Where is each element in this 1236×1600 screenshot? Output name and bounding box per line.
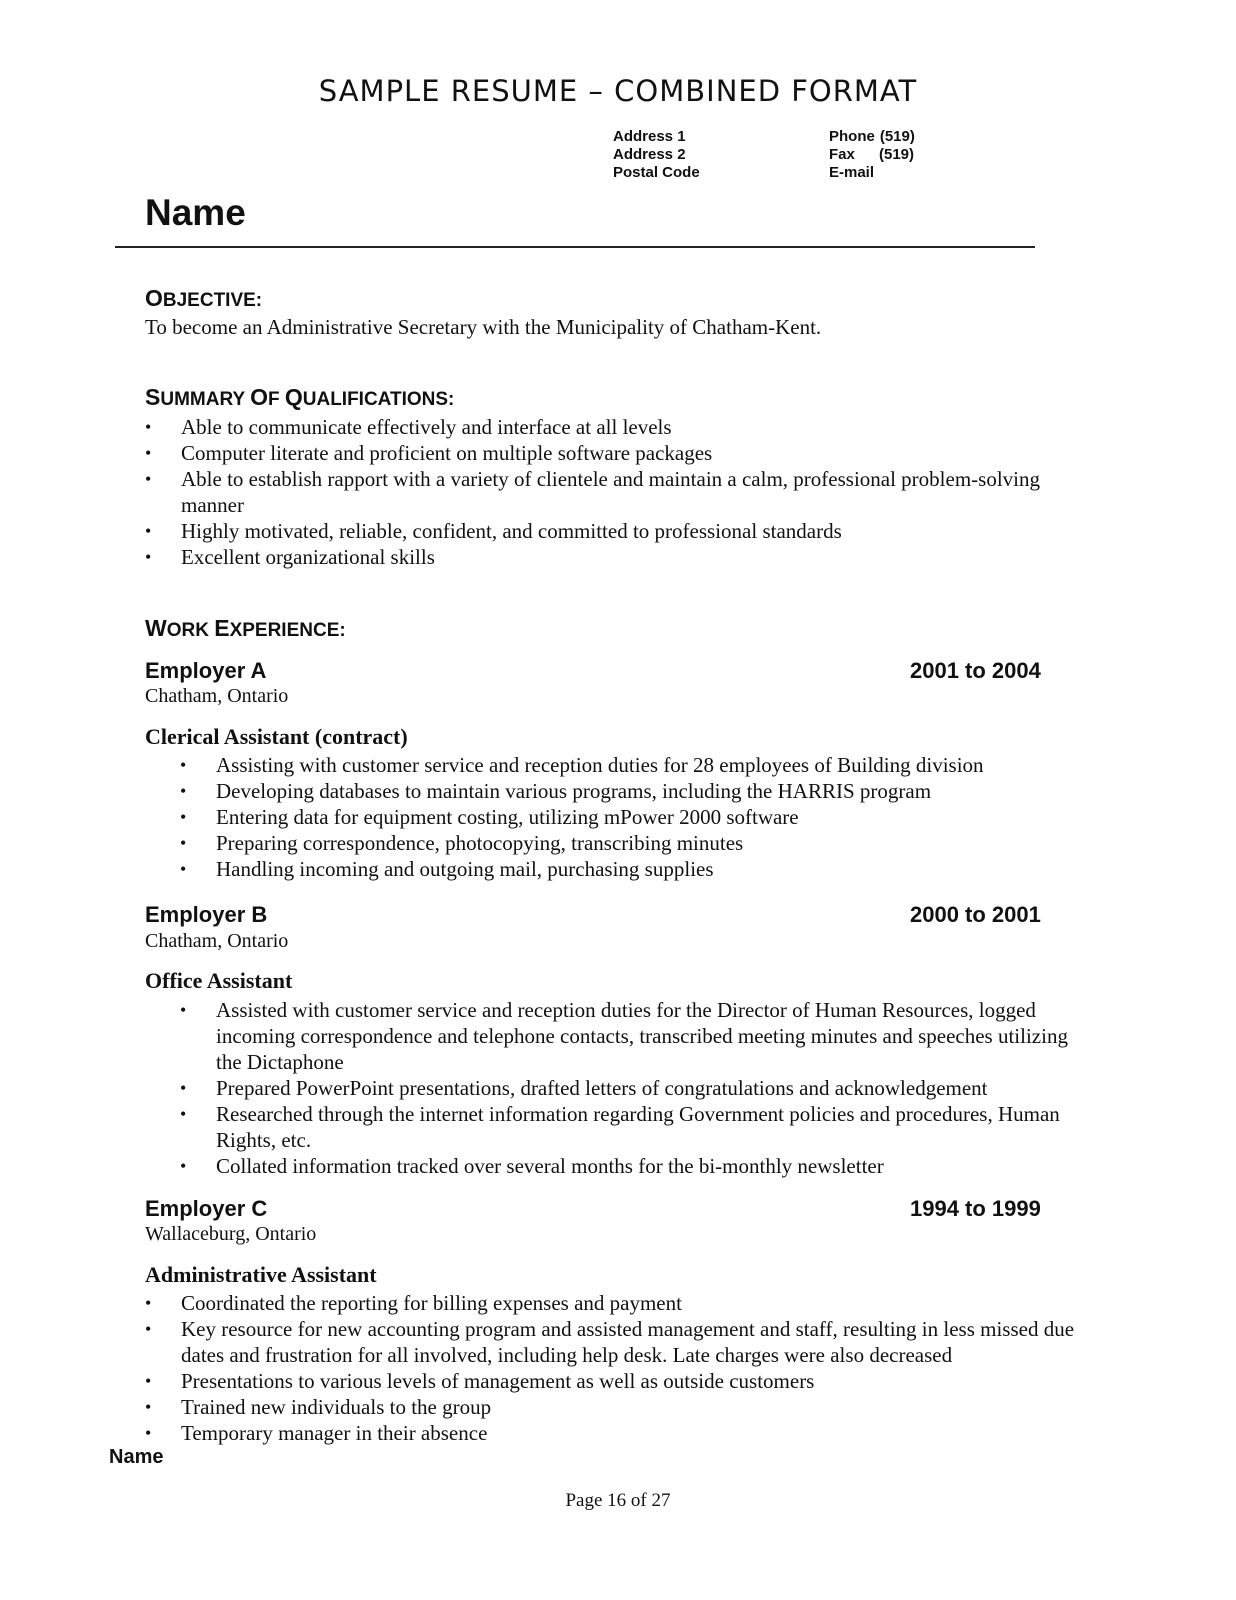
job-duties-list <box>145 1290 1085 1446</box>
name-heading: Name <box>145 192 246 233</box>
list-item: • Key resource for new accounting program and assisted management and staff, resulting in less missed due dates and frustration for all involved, including help desk. Late charges were also decreased <box>145 1317 1075 1367</box>
employment-years: 1994 to 1999 <box>910 1196 1041 1221</box>
list-item: • Prepared PowerPoint presentations, drafted letters of congratulations and acknowledgement <box>180 1076 988 1100</box>
address-line-2: Address 2 <box>613 146 686 163</box>
employer-name: Employer A <box>145 658 267 683</box>
phone-label: Phone <box>829 128 875 145</box>
list-item: • Able to establish rapport with a variety of clientele and maintain a calm, professional problem-solving manner <box>145 467 1041 517</box>
summary-heading: SUMMARY OF QUALIFICATIONS: <box>145 384 455 410</box>
list-item: • Computer literate and proficient on multiple software packages <box>145 441 713 465</box>
employment-years: 2001 to 2004 <box>910 658 1041 683</box>
list-item: • Excellent organizational skills <box>145 545 435 569</box>
fax-label: Fax <box>829 146 855 163</box>
email-row <box>829 164 915 182</box>
list-item: • Temporary manager in their absence <box>145 1421 488 1445</box>
name-divider <box>115 246 1035 248</box>
list-item: • Handling incoming and outgoing mail, purchasing supplies <box>180 857 714 881</box>
employer-location: Chatham, Ontario <box>145 930 289 952</box>
list-item: • Trained new individuals to the group <box>145 1395 492 1419</box>
list-item: • Coordinated the reporting for billing expenses and payment <box>145 1291 682 1315</box>
email-label: E-mail <box>829 164 875 181</box>
phone-row <box>829 128 915 146</box>
address-block <box>613 128 700 182</box>
document-title: SAMPLE RESUME – COMBINED FORMAT <box>318 74 918 108</box>
employer-name: Employer B <box>145 902 268 927</box>
list-item: • Assisting with customer service and reception duties for 28 employees of Building division <box>180 753 984 777</box>
list-item: • Highly motivated, reliable, confident, and committed to professional standards <box>145 519 842 543</box>
list-item: • Entering data for equipment costing, utilizing mPower 2000 software <box>180 805 799 829</box>
phone-value: (519) <box>879 128 915 145</box>
job-duties-list <box>180 752 1080 882</box>
work-experience-heading: WORK EXPERIENCE: <box>145 615 346 641</box>
employer-name: Employer C <box>145 1196 268 1221</box>
objective-text: To become an Administrative Secretary with the Municipality of Chatham-Kent. <box>145 315 822 339</box>
fax-value: (519) <box>879 146 915 163</box>
fax-row <box>829 146 915 164</box>
address-line-1: Address 1 <box>613 128 686 145</box>
list-item: • Preparing correspondence, photocopying, transcribing minutes <box>180 831 744 855</box>
page-number: Page 16 of 27 <box>565 1490 671 1511</box>
list-item: • Able to communicate effectively and interface at all levels <box>145 415 672 439</box>
postal-code: Postal Code <box>613 164 700 181</box>
list-item: • Assisted with customer service and reception duties for the Director of Human Resources, logged incoming correspondence and telephone contacts, transcribed meeting minutes and speeches utilizing the Dictaphone <box>180 998 1068 1074</box>
list-item: • Collated information tracked over several months for the bi-monthly newsletter <box>180 1154 884 1178</box>
list-item: • Presentations to various levels of management as well as outside customers <box>145 1369 815 1393</box>
phone-block <box>829 128 915 182</box>
job-title: Administrative Assistant <box>145 1262 377 1287</box>
summary-list <box>145 414 1085 570</box>
job-title: Clerical Assistant (contract) <box>145 724 408 749</box>
objective-heading: OBJECTIVE: <box>145 285 263 311</box>
employment-years: 2000 to 2001 <box>910 902 1041 927</box>
employer-location: Chatham, Ontario <box>145 685 289 707</box>
job-title: Office Assistant <box>145 968 293 993</box>
list-item: • Developing databases to maintain various programs, including the HARRIS program <box>180 779 932 803</box>
employer-location: Wallaceburg, Ontario <box>145 1223 317 1245</box>
job-duties-list <box>180 997 1080 1179</box>
list-item: • Researched through the internet information regarding Government policies and procedures, Human Rights, etc. <box>180 1102 1060 1152</box>
footer-name: Name <box>109 1446 164 1468</box>
